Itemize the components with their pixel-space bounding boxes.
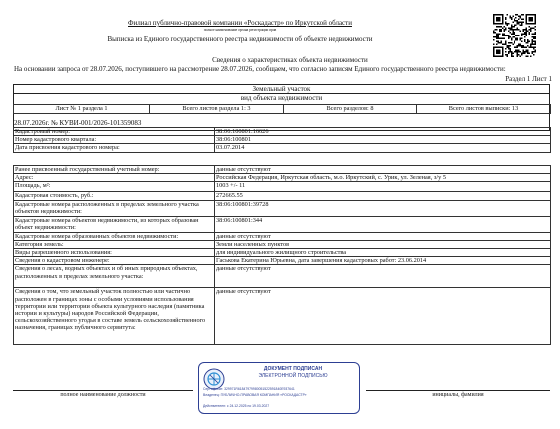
sheets-total: Всего листов выписки: 13 [417, 105, 551, 114]
stamp-title: ДОКУМЕНТ ПОДПИСАН [263, 366, 323, 372]
field-label: Дата присвоения кадастрового номера: [14, 144, 215, 152]
cadastral-number-table [13, 127, 551, 153]
field-label: Адрес: [14, 174, 215, 182]
field-value: данные отсутствуют [215, 288, 551, 345]
field-label: Кадастровые номера объектов недвижимости, из которых образован объект недвижимости: [14, 216, 215, 232]
field-label: Кадастровые номера расположенных в пределах земельного участка объектов недвижимости: [14, 200, 215, 216]
sheet-number: Лист № 1 раздела 1 [14, 105, 150, 114]
field-value: для индивидуального жилищного строительства [215, 249, 551, 257]
field-label: Кадастровая стоимость, руб.: [14, 192, 215, 200]
registrar-organization-caption: полное наименование органа регистрации прав [203, 28, 277, 32]
field-value: 272665.55 [215, 192, 551, 200]
field-label: Номер кадастрового квартала: [14, 136, 215, 144]
field-label: Виды разрешенного использования: [14, 249, 215, 257]
registrar-organization: Филиал публично-правовой компании «Роскадастр» по Иркутской области [128, 19, 352, 27]
name-caption: инициалы, фамилия [432, 392, 484, 398]
field-value: 38:06:100801:344 [215, 216, 551, 232]
sheets-in-section: Всего листов раздела 1: 3 [150, 105, 284, 114]
field-value: 38:06:100801 [215, 136, 551, 144]
stamp-certificate: Сертификат: 329971R61847979980051522591840E937641 [203, 387, 295, 391]
field-value: данные отсутствуют [215, 265, 551, 288]
field-value: данные отсутствуют [215, 166, 551, 174]
qr-code [493, 14, 536, 57]
request-statement: На основании запроса от 28.07.2026, поступившего на рассмотрение 28.07.2026, сообщаем, что согласно записям Единого государственного реестра недвижимости: [14, 65, 506, 73]
extract-title: Выписка из Единого государственного реестра недвижимости об объекте недвижимости [107, 35, 373, 43]
field-label: Сведения о том, что земельный участок полностью или частично расположен в границах зоны с особыми условиями использования территории или территории объекта культурного наследия (памятника истории и культуры) народов Российской Федерации, сельскохозяйственного угодья в составе земель сельскохозяйственного назначения, границах публичного сервитута: [14, 288, 215, 345]
field-value: 38:06:100801:39728 [215, 200, 551, 216]
field-value: 1003 +/- 11 [215, 182, 551, 192]
characteristics-table [13, 165, 551, 345]
position-caption: полное наименование должности [60, 392, 146, 398]
field-label: Кадастровые номера образованных объектов недвижимости: [14, 232, 215, 240]
document-id: 28.07.2026г. № КУВИ-001/2026-101359083 [14, 119, 142, 127]
stamp-owner: Владелец: ПУБЛИЧНО-ПРАВОВАЯ КОМПАНИЯ «РОСКАДАСТР» [203, 393, 307, 397]
field-label: Площадь, м²: [14, 182, 215, 192]
sections-total: Всего разделов: 8 [284, 105, 417, 114]
sheet-info-table [13, 104, 551, 114]
name-signature-line [366, 390, 550, 391]
section-page-label: Раздел 1 Лист 1 [505, 75, 552, 83]
stamp-validity: Действителен: с 24.12.2025 по 19.03.2027 [203, 404, 270, 408]
field-label: Ранее присвоенный государственный учетный номер: [14, 166, 215, 174]
stamp-subtitle: ЭЛЕКТРОННОЙ ПОДПИСЬЮ [258, 373, 328, 379]
electronic-signature-stamp [198, 362, 360, 414]
field-value: Российская Федерация, Иркутская область, м.о. Иркутский, с. Урик, ул. Зеленая, з/у 5 [215, 174, 551, 182]
field-value: данные отсутствуют [215, 232, 551, 240]
field-value: 38:06:100801:16626 [215, 128, 551, 136]
field-value: Гаськова Екатерина Юрьевна, дата завершения кадастровых работ: 23.06.2014 [215, 257, 551, 265]
field-label: Сведения о лесах, водных объектах и об иных природных объектах, расположенных в пределах земельного участка: [14, 265, 215, 288]
field-label: Кадастровый номер: [14, 128, 215, 136]
field-value: Земли населенных пунктов [215, 240, 551, 248]
field-label: Сведения о кадастровом инженере: [14, 257, 215, 265]
section-title: Сведения о характеристиках объекта недвижимости [212, 56, 368, 64]
field-value: 03.07.2014 [215, 144, 551, 152]
position-signature-line [13, 390, 193, 391]
object-type: Земельный участок [252, 85, 311, 93]
object-type-caption: вид объекта недвижимости [240, 94, 323, 102]
field-label: Категория земель: [14, 240, 215, 248]
